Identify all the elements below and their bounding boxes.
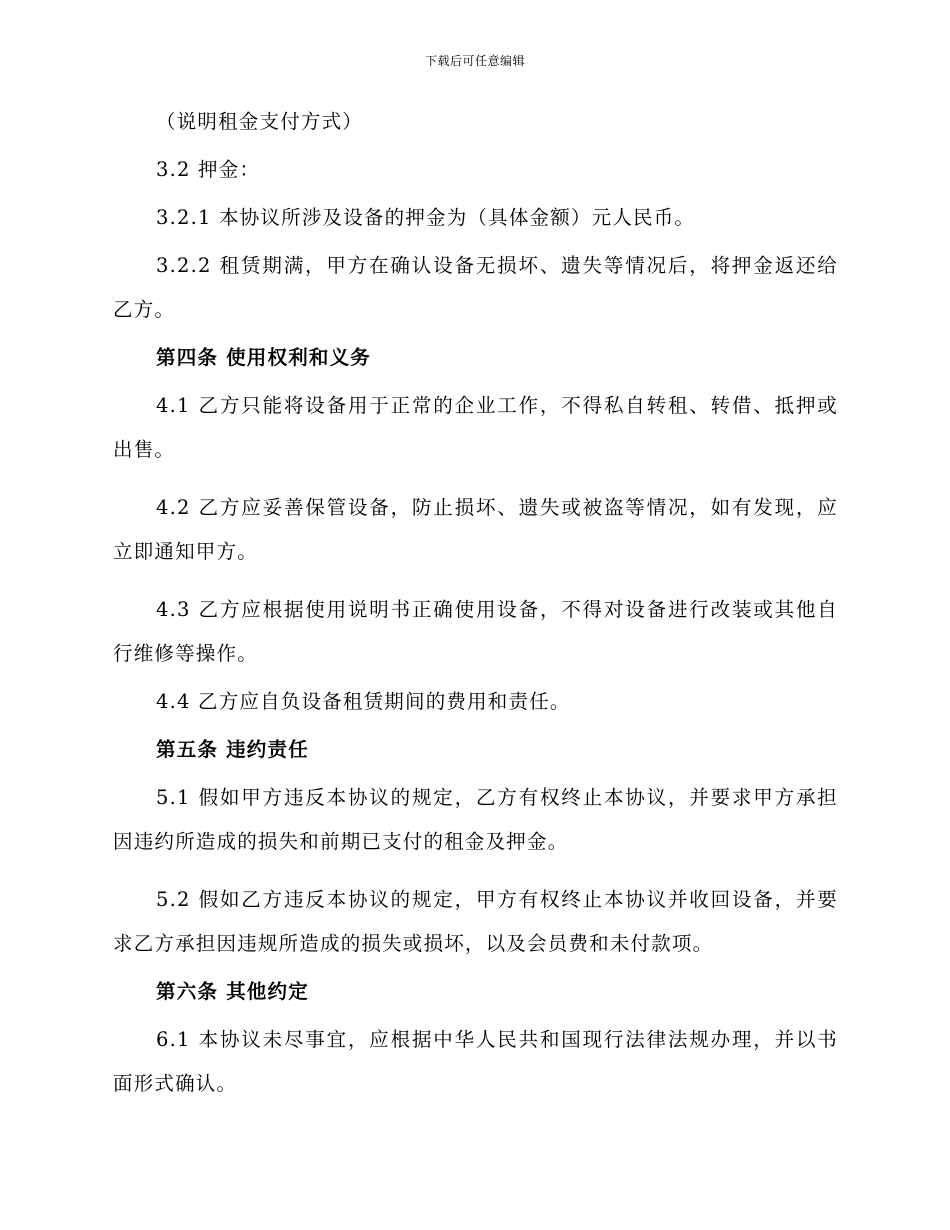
paragraph-3-2-1: 3.2.1 本协议所涉及设备的押金为（具体金额）元人民币。 (156, 206, 696, 229)
document-body (113, 110, 838, 1106)
page-header: 下载后可任意编辑 (424, 54, 525, 68)
paragraph-4-1: 4.1 乙方只能将设备用于正常的企业工作，不得私自转租、转借、抵押或出售。 (113, 394, 838, 461)
section-heading-5: 第五条 违约责任 (156, 738, 309, 761)
paragraph-6-1: 6.1 本协议未尽事宜，应根据中华人民共和国现行法律法规办理，并以书面形式确认。 (113, 1028, 838, 1095)
paragraph-payment-method: （说明租金支付方式） (156, 110, 364, 133)
paragraph-3-2-2: 3.2.2 租赁期满，甲方在确认设备无损坏、遗失等情况后，将押金返还给乙方。 (113, 254, 838, 321)
section-heading-4: 第四条 使用权利和义务 (156, 346, 371, 369)
paragraph-4-3: 4.3 乙方应根据使用说明书正确使用设备，不得对设备进行改装或其他自行维修等操作。 (113, 598, 838, 665)
paragraph-5-1: 5.1 假如甲方违反本协议的规定，乙方有权终止本协议，并要求甲方承担因违约所造成的损失和前期已支付的租金及押金。 (113, 786, 838, 853)
section-heading-6: 第六条 其他约定 (156, 980, 309, 1003)
paragraph-deposit-title: 3.2 押金： (156, 158, 261, 181)
paragraph-4-4: 4.4 乙方应自负设备租赁期间的费用和责任。 (156, 690, 571, 713)
paragraph-4-2: 4.2 乙方应妥善保管设备，防止损坏、遗失或被盗等情况，如有发现，应立即通知甲方。 (113, 496, 838, 563)
paragraph-5-2: 5.2 假如乙方违反本协议的规定，甲方有权终止本协议并收回设备，并要求乙方承担因违规所造成的损失或损坏，以及会员费和未付款项。 (113, 888, 838, 955)
